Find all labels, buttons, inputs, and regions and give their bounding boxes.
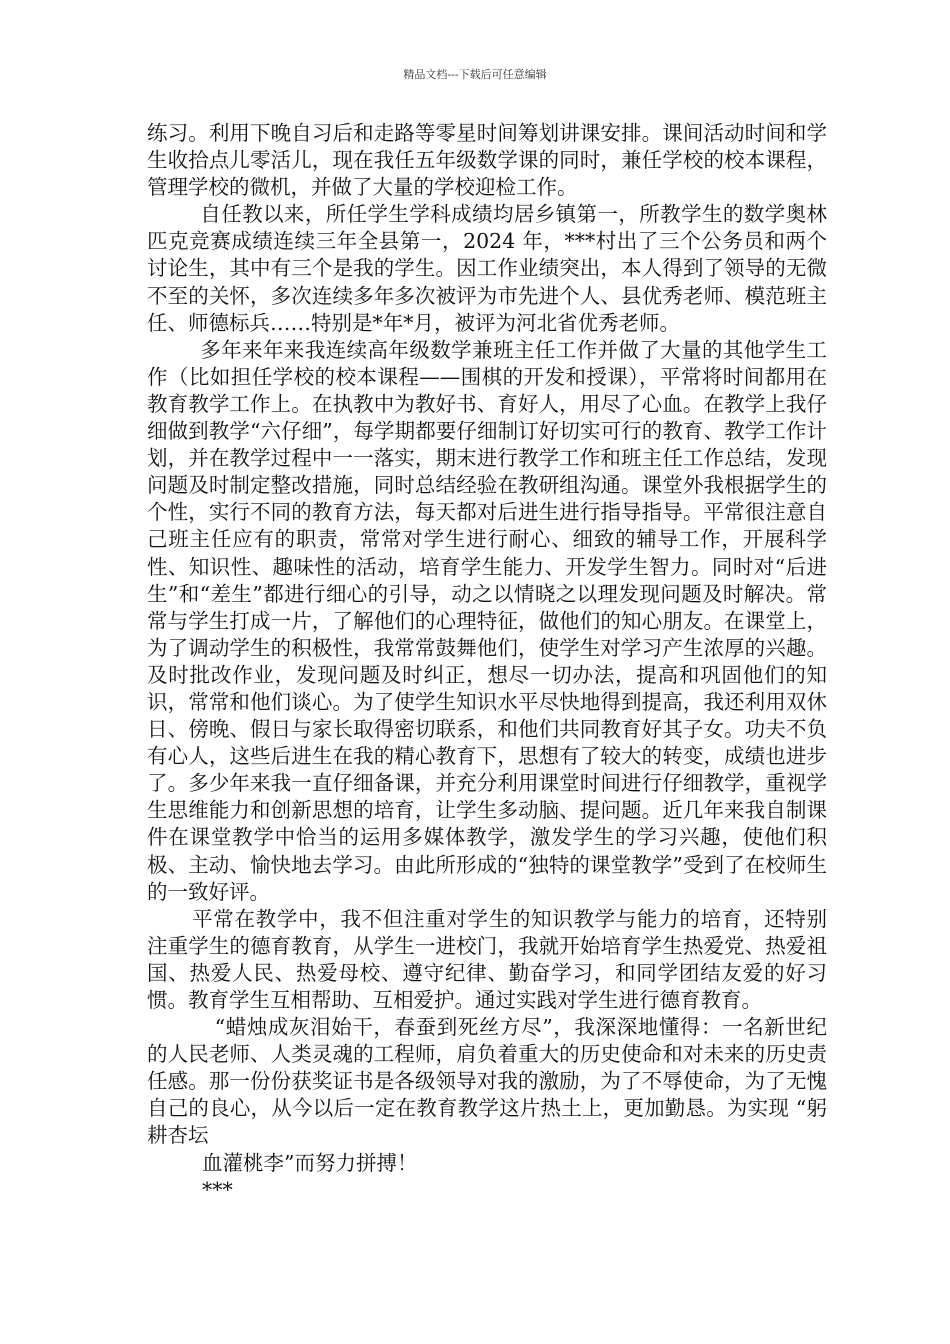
page-header: 精品文档---下载后可任意编辑 — [403, 68, 547, 81]
paragraph-2: 自任教以来，所任学生学科成绩均居乡镇第一，所教学生的数学奥林匹克竞赛成绩连续三年全县第一，2024 年，***村出了三个公务员和两个讨论生，其中有三个是我的学生。因工作业绩突出，本人得到了领导的无微不至的关怀，多次连续多年多次被评为市先进个人、县优秀老师、模范班主任、师德标兵……特别是*年*月，被评为河北省优秀老师。 — [147, 202, 827, 335]
closing-line: 血灌桃李”而努力拼搏！ — [202, 1150, 418, 1175]
paragraph-5: “蜡烛成灰泪始干，春蚕到死丝方尽”，我深深地懂得：一名新世纪的人民老师、人类灵魂的工程师，肩负着重大的历史使命和对未来的历史责任感。那一份份获奖证书是各级领导对我的激励，为了不辱使命，为了无愧自己的良心，从今以后一定在教育教学这片热土上，更加勤恳。为实现 “躬耕杏坛 — [147, 1015, 827, 1148]
paragraph-4: 平常在教学中，我不但注重对学生的知识教学与能力的培育，还特别注重学生的德育教育，从学生一进校门，我就开始培育学生热爱党、热爱祖国、热爱人民、热爱母校、遵守纪律、勤奋学习，和同学团结友爱的好习惯。教育学生互相帮助、互相爱护。通过实践对学生进行德育教育。 — [147, 906, 827, 1012]
paragraph-1: 练习。利用下晚自习后和走路等零星时间筹划讲课安排。课间活动时间和学生收拾点儿零活儿，现在我任五年级数学课的同时，兼任学校的校本课程，管理学校的微机，并做了大量的学校迎检工作。 — [147, 121, 827, 200]
document-body — [147, 120, 827, 1204]
signature-line: *** — [202, 1177, 233, 1202]
paragraph-3: 多年来年来我连续高年级数学兼班主任工作并做了大量的其他学生工作（比如担任学校的校本课程——围棋的开发和授课），平常将时间都用在教育教学工作上。在执教中为教好书、育好人，用尽了心血。在教学上我仔细做到教学“六仔细”，每学期都要仔细制订好切实可行的教育、教学工作计划，并在教学过程中一一落实，期末进行教学工作和班主任工作总结，发现问题及时制定整改措施，同时总结经验在教研组沟通。课堂外我根据学生的个性，实行不同的教育方法，每天都对后进生进行指导指导。平常很注意自己班主任应有的职责，常常对学生进行耐心、细致的辅导工作，开展科学性、知识性、趣味性的活动，培育学生能力、开发学生智力。同时对“后进生”和“差生”都进行细心的引导，动之以情晓之以理发现问题及时解决。常常与学生打成一片，了解他们的心理特征，做他们的知心朋友。在课堂上，为了调动学生的积极性，我常常鼓舞他们，使学生对学习产生浓厚的兴趣。及时批改作业，发现问题及时纠正，想尽一切办法，提高和巩固他们的知识，常常和他们谈心。为了使学生知识水平尽快地得到提高，我还利用双休日、傍晚、假日与家长取得密切联系，和他们共同教育好其子女。功夫不负有心人，这些后进生在我的精心教育下，思想有了较大的转变，成绩也进步了。多少年来我一直仔细备课，并充分利用课堂时间进行仔细教学，重视学生思维能力和创新思想的培育，让学生多动脑、提问题。近几年来我自制课件在课堂教学中恰当的运用多媒体教学，激发学生的学习兴趣，使他们积极、主动、愉快地去学习。由此所形成的“独特的课堂教学”受到了在校师生的一致好评。 — [147, 337, 827, 904]
